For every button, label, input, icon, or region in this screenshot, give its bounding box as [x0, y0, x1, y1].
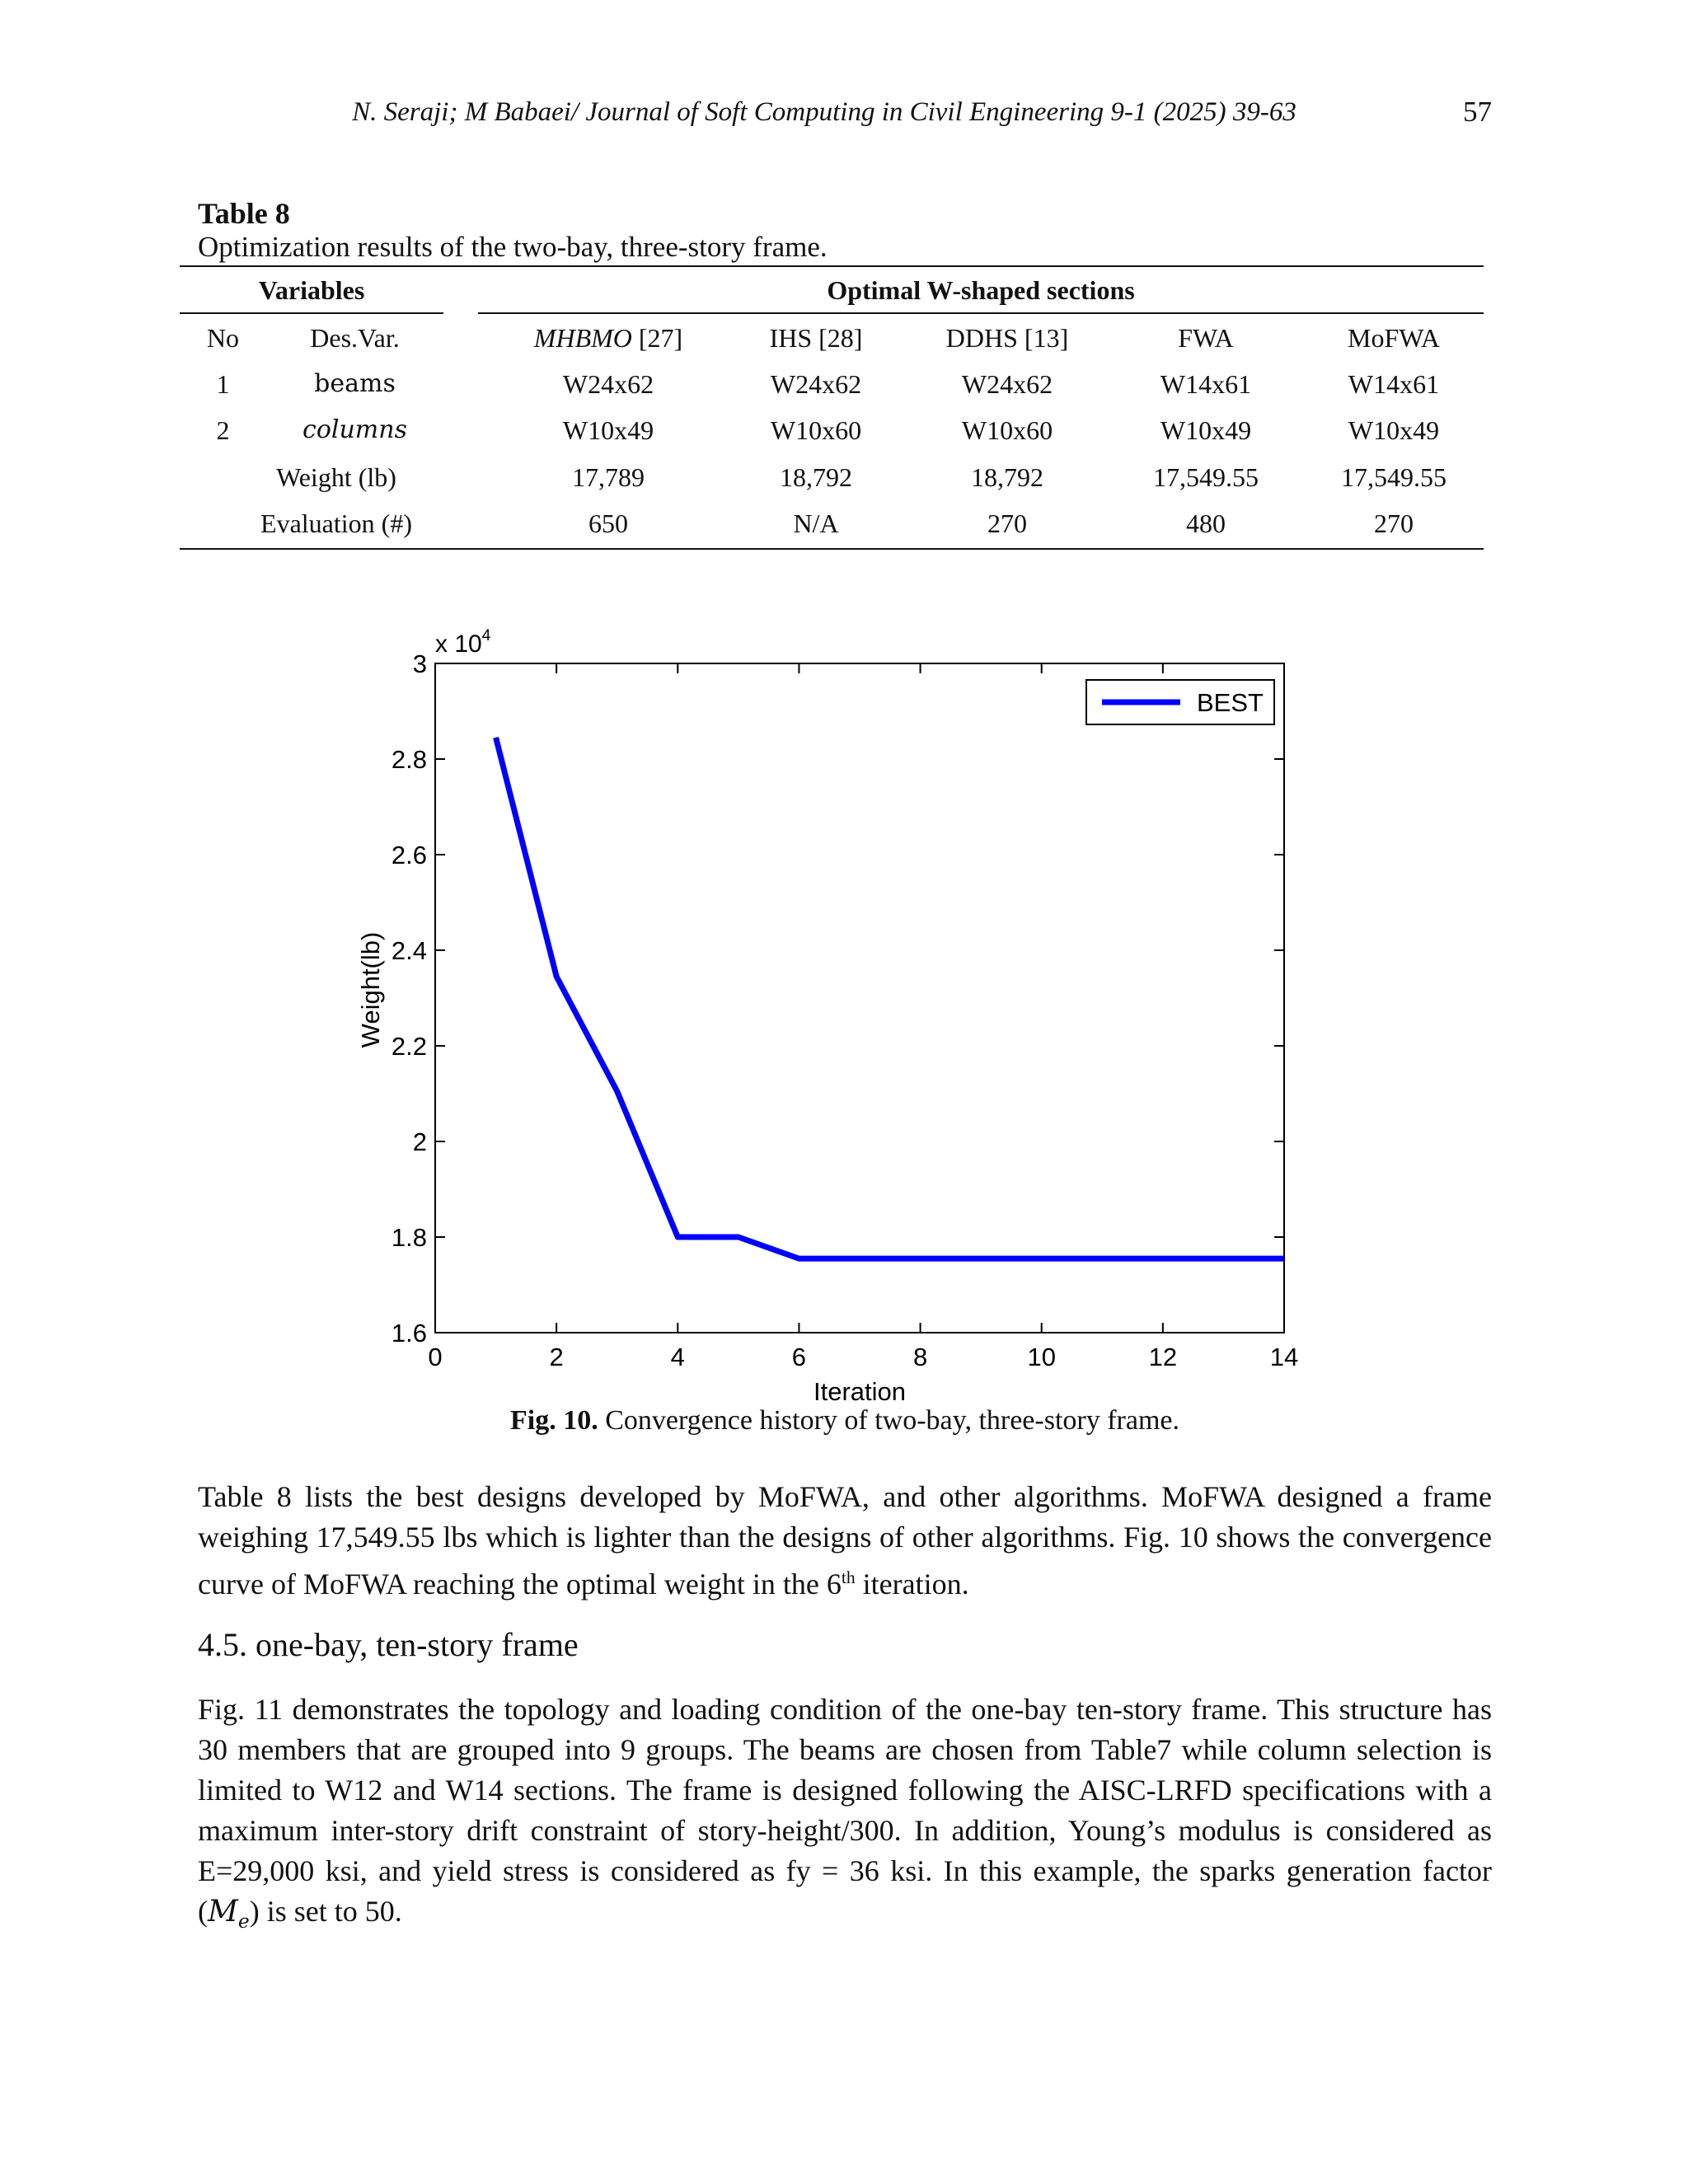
- paragraph-1-text: Table 8 lists the best designs developed by MoFWA, and other algorithms. MoFWA designed a frame weighing 17,549.55 lbs which is lighter than the designs of other algorithms. Fig. 10 shows the convergence curve of MoFWA reaching the optimal weight in the 6: [198, 1480, 1492, 1601]
- table-label: Table 8: [198, 197, 290, 230]
- row-value: N/A: [793, 509, 839, 538]
- legend: [1086, 680, 1274, 724]
- row-value: 18,792: [971, 462, 1043, 492]
- paragraph-2-tail: ) is set to 50.: [249, 1895, 402, 1928]
- y-multiplier-exponent: 4: [481, 627, 491, 644]
- x-tick-label: 6: [791, 1343, 807, 1371]
- paragraph-1-tail: iteration.: [855, 1568, 969, 1601]
- math-symbol: [208, 1895, 250, 1933]
- row-value: 17,549.55: [1153, 462, 1259, 492]
- x-tick-label: 0: [428, 1343, 443, 1371]
- y-tick-label: 1.8: [391, 1223, 427, 1252]
- row-no: 1: [216, 369, 230, 399]
- y-tick-label: 2.4: [391, 936, 427, 965]
- row-value: 17,549.55: [1341, 462, 1447, 492]
- method-ref: [13]: [1017, 323, 1069, 353]
- paragraph-2: [198, 1690, 1492, 1942]
- row-value: 18,792: [780, 462, 852, 492]
- y-tick-label: 1.6: [391, 1319, 427, 1347]
- best-series-line: [496, 738, 1284, 1258]
- method-ref: [27]: [631, 323, 683, 353]
- y-tick-label: 2.2: [391, 1032, 427, 1061]
- y-tick-label: 2.8: [391, 745, 427, 774]
- x-axis-label: Iteration: [813, 1377, 907, 1406]
- figure-label: Fig. 10.: [510, 1405, 598, 1436]
- table-caption: Optimization results of the two-bay, three-story frame.: [198, 231, 828, 263]
- row-value: W24x62: [770, 369, 862, 399]
- row-value: W24x62: [562, 369, 654, 399]
- figure-caption: [247, 1405, 1442, 1436]
- method-name: FWA: [1178, 323, 1234, 353]
- y-tick-label: 2.6: [391, 841, 427, 869]
- row-value: 650: [588, 509, 628, 538]
- row-value: W10x49: [1160, 415, 1252, 445]
- y-multiplier-label: [435, 627, 491, 658]
- row-value: W14x61: [1348, 369, 1440, 399]
- section-heading: 4.5. one-bay, ten-story frame: [198, 1626, 579, 1663]
- row-value: W24x62: [961, 369, 1053, 399]
- x-tick-label: 4: [670, 1343, 685, 1371]
- paragraph-2-text: Fig. 11 demonstrates the topology and loading condition of the one-bay ten-story frame. This structure has 30 members that are grouped into 9 groups. The beams are chosen from Table7 while column selection is limited to W12 and W14 sections. The frame is designed following the AISC-LRFD specifications with a maximum inter-story drift constraint of story-height/300. In addition, Young’s modulus is considered as E=29,000 ksi, and yield stress is considered as fy = 36 ksi. In this example, the sparks generation factor (: [198, 1693, 1492, 1928]
- method-ref: [28]: [812, 323, 863, 353]
- y-axis-label: Weight(lb): [356, 931, 385, 1048]
- x-tick-label: 2: [549, 1343, 564, 1371]
- page-number: 57: [1463, 96, 1492, 128]
- plot-frame: [435, 663, 1284, 1333]
- method-name: MoFWA: [1347, 323, 1440, 353]
- table-group-sections: Optimal W-shaped sections: [827, 275, 1135, 305]
- ordinal-suffix: th: [841, 1568, 856, 1587]
- row-value: 270: [987, 509, 1027, 538]
- method-name: MHBMO: [533, 323, 632, 353]
- x-tick-label: 12: [1148, 1343, 1178, 1371]
- paragraph-1: [198, 1477, 1492, 1605]
- y-tick-label: 2: [412, 1127, 427, 1156]
- col-header-desvar: Des.Var.: [310, 323, 400, 353]
- running-header: N. Seraji; M Babaei/ Journal of Soft Computing in Civil Engineering 9-1 (2025) 39-63: [352, 97, 1296, 127]
- row-value: W14x61: [1160, 369, 1252, 399]
- math-sub: e: [237, 1910, 250, 1933]
- row-no: 2: [216, 415, 230, 445]
- row-value: W10x60: [770, 415, 862, 445]
- row-var: columns: [302, 415, 407, 444]
- row-value: 17,789: [572, 462, 645, 492]
- legend-label: BEST: [1197, 688, 1264, 717]
- x-tick-label: 10: [1027, 1343, 1056, 1371]
- x-tick-label: 14: [1269, 1343, 1299, 1371]
- x-tick-label: 8: [912, 1343, 928, 1371]
- row-value: W10x60: [961, 415, 1053, 445]
- y-multiplier-base: x 10: [435, 630, 482, 658]
- row-value: W10x49: [562, 415, 654, 445]
- row-var: beams: [314, 369, 396, 398]
- row-value: W10x49: [1348, 415, 1440, 445]
- row-weight-label: Weight (lb): [276, 462, 396, 492]
- col-header-no: No: [206, 323, 240, 353]
- row-value: 480: [1186, 509, 1226, 538]
- table-group-variables: Variables: [258, 275, 365, 305]
- row-eval-label: Evaluation (#): [260, 509, 412, 538]
- method-name: IHS: [769, 323, 813, 353]
- y-tick-label: 3: [412, 649, 427, 678]
- math-var: M: [208, 1895, 238, 1929]
- method-name: DDHS: [945, 323, 1018, 353]
- figure-caption-text: Convergence history of two-bay, three-story frame.: [598, 1405, 1179, 1436]
- row-value: 270: [1374, 509, 1414, 538]
